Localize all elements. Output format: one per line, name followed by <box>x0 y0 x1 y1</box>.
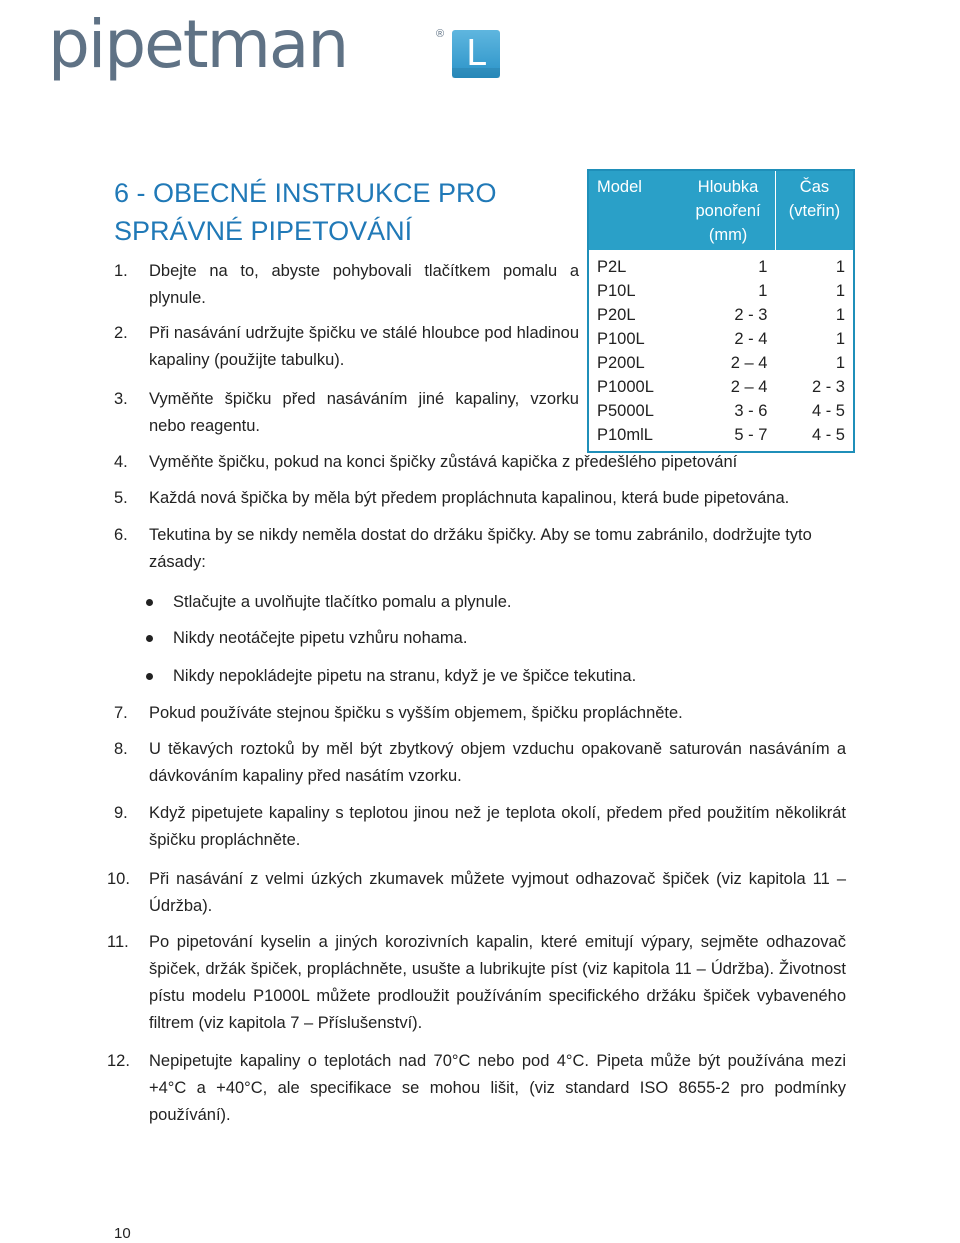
item-text: Dbejte na to, abyste pohybovali tlačítkem pomalu a plynule. <box>149 262 579 307</box>
immersion-depth-table <box>587 169 855 453</box>
item-number: 10. <box>107 870 130 888</box>
item-text: Nepipetujte kapaliny o teplotách nad 70°C nebo pod 4°C. Pipeta může být používána mezi +4°C a +40°C, ale specifikace se mohou lišit, (viz standard ISO 8655-2 pro podmínky používání). <box>149 1052 846 1124</box>
cell-model: P100L <box>597 330 645 348</box>
item-number: 6. <box>114 526 128 544</box>
item-text: Tekutina by se nikdy neměla dostat do držáku špičky. Aby se tomu zabránilo, dodržujte tyto zásady: <box>149 526 812 571</box>
section-title: 6 - OBECNÉ INSTRUKCE PRO SPRÁVNÉ PIPETOVÁNÍ <box>114 178 497 246</box>
cell-depth: 2 – 4 <box>730 354 768 372</box>
bullet-icon <box>146 599 153 606</box>
cell-depth: 2 – 4 <box>730 378 768 396</box>
bullet-icon <box>146 673 153 680</box>
cell-depth: 1 <box>758 282 768 300</box>
cell-model: P2L <box>597 258 627 276</box>
item-text: Když pipetujete kapaliny s teplotou jinou než je teplota okolí, předem před použitím několikrát špičku propláchněte. <box>149 804 846 849</box>
item-text: Po pipetování kyselin a jiných korozivních kapalin, které emitují výpary, sejměte odhazovač špiček, držák špiček, propláchněte, usušte a lubrikujte píst (viz kapitola 11 – Údržba). Životnost pístu modelu P1000L můžete prodloužit používáním specifického držáku špiček vybaveného filtrem (viz kapitola 7 – Příslušenství). <box>149 933 846 1032</box>
registered-mark: ® <box>436 28 445 40</box>
item-text: U těkavých roztoků by měl být zbytkový objem vzduchu opakovaně saturován nasáváním a dávkováním kapaliny před nasátím vzorku. <box>149 740 846 785</box>
cell-depth: 3 - 6 <box>734 402 768 420</box>
bullet-text: Nikdy neotáčejte pipetu vzhůru nohama. <box>173 629 468 647</box>
item-text: Pokud používáte stejnou špičku s vyšším objemem, špičku propláchněte. <box>149 704 683 722</box>
cell-depth: 5 - 7 <box>734 426 768 444</box>
logo-wordmark: pipetman <box>48 6 348 83</box>
item-number: 1. <box>114 262 128 280</box>
bullet-text: Nikdy nepokládejte pipetu na stranu, když je ve špičce tekutina. <box>173 667 637 685</box>
cell-time: 2 - 3 <box>811 378 845 396</box>
pipetman-logo <box>48 6 488 83</box>
table-row <box>588 351 854 375</box>
page-number: 10 <box>114 1225 131 1242</box>
table-row <box>588 375 854 399</box>
table-row <box>588 327 854 351</box>
cell-time: 4 - 5 <box>811 402 845 420</box>
item-text: Při nasávání udržujte špičku ve stálé hloubce pod hladinou kapaliny (použijte tabulku). <box>149 324 579 369</box>
table-row <box>588 279 854 303</box>
cell-time: 1 <box>835 330 845 348</box>
cell-model: P20L <box>597 306 636 324</box>
cell-model: P5000L <box>597 402 654 420</box>
cell-depth: 1 <box>758 258 768 276</box>
item-number: 12. <box>107 1052 130 1070</box>
cell-time: 1 <box>835 258 845 276</box>
cell-time: 1 <box>835 282 845 300</box>
header-depth: Hloubka ponoření (mm) <box>681 170 775 250</box>
cell-time: 1 <box>835 354 845 372</box>
bullet-icon <box>146 635 153 642</box>
table-row <box>588 423 854 452</box>
item-number: 2. <box>114 324 128 342</box>
header-time: Čas (vteřin) <box>775 170 854 250</box>
item-text: Každá nová špička by měla být předem propláchnuta kapalinou, která bude pipetována. <box>149 489 790 507</box>
cell-model: P10mlL <box>597 426 653 444</box>
table-row <box>588 399 854 423</box>
table-header-row <box>588 170 854 250</box>
header-model: Model <box>588 170 681 250</box>
item-number: 9. <box>114 804 128 822</box>
item-text: Vyměňte špičku, pokud na konci špičky zůstává kapička z předešlého pipetování <box>149 453 738 471</box>
cell-depth: 2 - 3 <box>734 306 768 324</box>
table-row <box>588 250 854 279</box>
cell-model: P10L <box>597 282 636 300</box>
item-number: 5. <box>114 489 128 507</box>
item-text: Vyměňte špičku před nasáváním jiné kapaliny, vzorku nebo reagentu. <box>149 390 579 435</box>
cell-time: 1 <box>835 306 845 324</box>
table-row <box>588 303 854 327</box>
cell-time: 4 - 5 <box>811 426 845 444</box>
item-number: 3. <box>114 390 128 408</box>
item-number: 8. <box>114 740 128 758</box>
cell-model: P200L <box>597 354 645 372</box>
cell-depth: 2 - 4 <box>734 330 768 348</box>
bullet-text: Stlačujte a uvolňujte tlačítko pomalu a plynule. <box>173 593 512 611</box>
logo-badge-l: L <box>452 30 500 78</box>
cell-model: P1000L <box>597 378 654 396</box>
item-number: 4. <box>114 453 128 471</box>
item-text: Při nasávání z velmi úzkých zkumavek můžete vyjmout odhazovač špiček (viz kapitola 11 – Údržba). <box>149 870 846 915</box>
item-number: 7. <box>114 704 128 722</box>
item-number: 11. <box>107 933 129 951</box>
